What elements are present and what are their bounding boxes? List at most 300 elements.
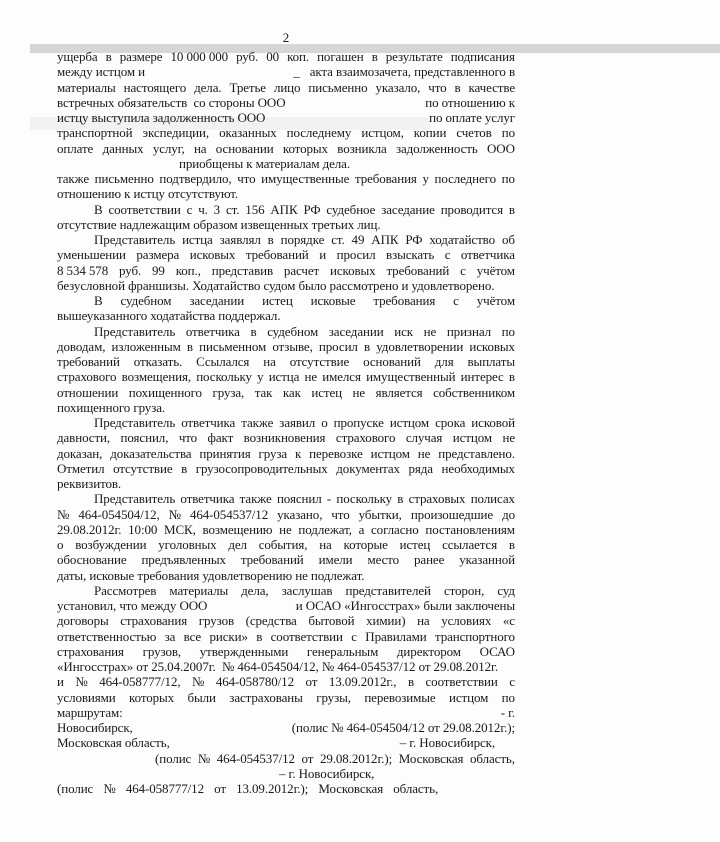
word: качестве — [468, 79, 515, 95]
text-segment: встречных обязательств со стороны ООО — [57, 94, 286, 110]
word: № — [75, 674, 88, 690]
word: которых — [129, 689, 175, 705]
word: транспортной — [57, 125, 133, 141]
word: представив — [211, 262, 274, 278]
text-line — [57, 354, 515, 369]
word: (полис — [155, 750, 192, 766]
text-segment: безусловной франшизы. Ходатайство судом было рассмотрено и удовлетворено. — [57, 277, 495, 293]
word: полисах — [470, 491, 515, 507]
word: события, — [258, 537, 308, 552]
text-segment: (полис № 464-054504/12 от 29.08.2012г.); — [291, 720, 515, 735]
word: представлено. — [438, 445, 515, 461]
word: лицо — [273, 79, 301, 95]
word: область, — [470, 750, 515, 766]
word: требования — [373, 293, 436, 308]
word: Рассмотрев — [94, 582, 157, 598]
word: от — [301, 750, 314, 766]
word: проводится — [440, 201, 503, 217]
text-line — [57, 430, 515, 445]
text-line — [57, 369, 515, 384]
word: в — [508, 537, 515, 552]
word: за — [164, 628, 176, 644]
word: в — [364, 338, 371, 354]
word: возникла — [337, 140, 387, 156]
text-segment: отношению к истцу отсутствуют. — [57, 186, 239, 202]
word: соответствии — [108, 201, 181, 217]
word: Представитель — [94, 323, 176, 339]
word: условиями — [57, 689, 116, 705]
word: Представитель — [94, 491, 176, 507]
word: дел — [228, 537, 247, 552]
text-line — [57, 720, 515, 735]
word: требования — [354, 171, 417, 186]
word: не — [352, 384, 366, 400]
word: в — [397, 491, 404, 507]
word: материалы — [169, 582, 229, 598]
word: суд — [497, 582, 515, 598]
text-line — [57, 232, 515, 247]
word: имущественные — [261, 171, 350, 186]
word: и — [57, 674, 64, 690]
text-line — [57, 64, 515, 79]
word: В — [94, 201, 103, 217]
word: утвержденными — [199, 643, 289, 659]
word: не — [304, 369, 318, 385]
word: имелся — [322, 369, 361, 385]
word: АПК — [270, 201, 298, 217]
word: обоснование — [57, 552, 127, 568]
word: 464-054537/12 — [189, 506, 269, 522]
word: пояснил, — [120, 430, 169, 446]
word: по — [501, 125, 515, 141]
text-segment: истцу выступила задолженность ООО — [57, 110, 266, 125]
text-line — [57, 80, 515, 95]
text-line — [57, 674, 515, 689]
word: доводам, — [57, 338, 106, 354]
text-line — [57, 217, 515, 232]
word: 00 — [266, 49, 280, 64]
word: ответчика — [181, 415, 236, 430]
document-text — [57, 49, 515, 796]
word: в — [508, 369, 515, 385]
word: коп., — [175, 262, 201, 278]
word: возмещения, — [121, 369, 191, 385]
word: требований — [386, 262, 450, 278]
word: РФ — [405, 232, 423, 247]
word: постановлениям — [425, 521, 515, 537]
word: услуг, — [152, 140, 185, 156]
word: копии — [413, 125, 447, 141]
text-line — [57, 491, 515, 506]
text-line — [57, 705, 515, 720]
word: письменно — [94, 171, 154, 186]
text-segment: вышеуказанного ходатайства поддержал. — [57, 308, 281, 324]
word: исковых — [329, 262, 376, 278]
word: грузосопроводительных — [195, 460, 328, 476]
word: об — [501, 232, 515, 247]
word: 464-058777/12, — [99, 674, 181, 690]
word: требований — [245, 247, 309, 263]
word: по — [501, 689, 515, 705]
word: ответчика — [180, 491, 235, 507]
word: судебном — [267, 323, 319, 339]
word: размера — [136, 247, 180, 263]
word: указано, — [277, 506, 323, 522]
text-line — [57, 186, 515, 201]
word: указанной — [459, 552, 515, 568]
word: выплаты — [467, 354, 515, 369]
word: возбуждении — [75, 537, 147, 552]
word: все — [183, 628, 202, 644]
word: истцом — [452, 430, 492, 446]
word: требований — [240, 552, 304, 568]
word: не — [279, 521, 292, 537]
word: условиях — [441, 613, 492, 629]
word: ч. — [198, 201, 208, 217]
text-line — [57, 659, 515, 674]
word: для — [434, 354, 454, 369]
word: заявил — [279, 415, 316, 430]
word: Представитель — [94, 232, 176, 247]
word: ст. — [331, 232, 345, 247]
word: РФ — [303, 201, 321, 217]
word: истцом — [370, 445, 410, 461]
word: были — [187, 689, 216, 705]
word: просил — [336, 247, 376, 263]
word: «с — [502, 613, 515, 629]
word: возмещению — [202, 521, 273, 537]
text-line — [57, 385, 515, 400]
word: подлежат, — [298, 521, 352, 537]
word: в — [407, 674, 414, 690]
word: Ссылался — [196, 354, 250, 369]
word: застрахованы — [229, 689, 303, 705]
word: случая — [405, 430, 443, 446]
word: ряда — [408, 460, 433, 476]
word: собственником — [433, 384, 515, 400]
text-line — [57, 583, 515, 598]
word: похищенного — [128, 384, 202, 400]
word: и — [319, 247, 327, 263]
word: материалы — [57, 79, 116, 95]
word: дела. — [194, 79, 222, 95]
word: что — [178, 430, 198, 446]
word: 464-054537/12 — [216, 750, 295, 766]
word: удовлетворении — [376, 338, 464, 354]
text-segment: даты, исковые требования удовлетворению не подлежат. — [57, 567, 365, 583]
word: страхования — [57, 643, 124, 659]
text-line — [57, 781, 515, 796]
word: генеральным — [306, 643, 379, 659]
word: Московская — [398, 750, 464, 766]
redaction-gap — [300, 75, 310, 76]
word: химии) — [366, 613, 406, 629]
word: с — [509, 674, 515, 690]
word: исковых — [469, 338, 515, 354]
word: что — [428, 79, 447, 95]
word: расчет — [283, 262, 320, 278]
word: доказательства — [110, 445, 192, 461]
text-line — [57, 308, 515, 323]
word: предъявленных — [141, 552, 226, 568]
text-segment: Московская область, — [57, 735, 170, 751]
text-segment: установил, что между ООО — [57, 598, 208, 613]
word: уменьшении — [57, 247, 126, 263]
word: в — [371, 49, 378, 64]
word: взыскать — [386, 247, 435, 263]
word: АПК — [371, 232, 399, 247]
word: от — [305, 674, 318, 690]
word: груза, — [212, 384, 245, 400]
word: на — [417, 613, 430, 629]
text-segment: (полис № 464-058777/12 от 13.09.2012г.); Московская область, — [57, 781, 439, 796]
word: в — [256, 628, 263, 644]
word: руб. — [236, 49, 259, 64]
word: что — [237, 171, 256, 186]
word: истец — [262, 293, 293, 308]
word: отзыве, — [272, 338, 313, 354]
word: является — [375, 384, 423, 400]
word: В — [94, 293, 103, 308]
word: в — [508, 201, 515, 217]
word: как — [282, 384, 301, 400]
text-segment: _ — [293, 64, 300, 80]
text-line — [57, 522, 515, 537]
word: уголовных — [158, 537, 217, 552]
text-line — [57, 247, 515, 262]
word: транспортного — [434, 628, 515, 644]
word: Представитель — [94, 415, 176, 430]
text-line — [57, 644, 515, 659]
text-line — [57, 324, 515, 339]
word: судебное — [326, 201, 376, 217]
word: принятия — [199, 445, 251, 461]
word: поскольку — [196, 369, 252, 385]
text-line — [57, 339, 515, 354]
word: письменно — [308, 79, 368, 95]
word: не — [502, 430, 515, 446]
word: размере — [119, 49, 163, 64]
word: признал — [446, 323, 491, 339]
word: 464-058780/12 — [215, 674, 294, 690]
word: к — [295, 445, 302, 461]
text-segment: - г. — [500, 704, 515, 720]
text-segment: акта взаимозачета, представленного в — [309, 64, 515, 80]
word: грузов — [198, 613, 235, 629]
word: также — [241, 415, 274, 430]
text-line — [57, 263, 515, 278]
word: подтвердило, — [159, 171, 232, 186]
word: доказан, — [57, 445, 103, 461]
text-line — [57, 49, 515, 64]
word: 464-054504/12, — [78, 506, 160, 522]
word: возникновения — [243, 430, 326, 446]
word: (средства — [245, 613, 297, 629]
text-line — [57, 598, 515, 613]
word: истцом — [449, 689, 489, 705]
word: с — [444, 247, 451, 263]
word: необходимых — [441, 460, 515, 476]
word: задолженность — [395, 140, 478, 156]
text-segment: между истцом и — [57, 64, 145, 80]
word: с — [453, 293, 459, 308]
word: перевозимые — [364, 689, 436, 705]
word: не — [417, 445, 431, 461]
word: имели — [318, 552, 353, 568]
word: в — [186, 338, 193, 354]
word: ответчика — [185, 323, 240, 339]
word: представителей — [345, 582, 431, 598]
word: 49 — [351, 232, 365, 247]
text-line — [57, 629, 515, 644]
word: грузы, — [316, 689, 351, 705]
text-line — [57, 735, 515, 750]
word: на — [319, 537, 332, 552]
text-segment: – г. Новосибирск, — [399, 735, 495, 751]
text-segment: похищенного груза. — [57, 399, 166, 415]
word: заслушав — [281, 582, 333, 598]
word: 13.09.2012г., — [328, 674, 397, 690]
word: заседание — [381, 201, 435, 217]
text-line — [57, 415, 515, 430]
text-line — [57, 125, 515, 140]
word: истец — [311, 384, 342, 400]
word: оплате — [57, 140, 94, 156]
word: убытки, — [358, 506, 402, 522]
word: ОСАО — [479, 643, 515, 659]
text-segment: «Ингосстрах» от 25.04.2007г. № 464-054504/12, № 464-054537/12 от 29.08.2012г. — [57, 659, 498, 674]
word: Отметил — [57, 460, 105, 476]
word: - — [326, 491, 332, 507]
word: исковые — [310, 293, 356, 308]
word: заявлял — [219, 232, 261, 247]
word: настоящего — [123, 79, 187, 95]
word: МСК, — [164, 521, 196, 537]
word: риски» — [209, 628, 248, 644]
text-line — [57, 95, 515, 110]
word: ущерба — [57, 49, 98, 64]
word: не — [423, 323, 437, 339]
text-segment: и ОСАО «Ингосстрах» были заключены — [295, 598, 515, 613]
text-segment: приобщены к материалам дела. — [179, 155, 351, 171]
word: согласно — [371, 521, 419, 537]
text-line — [57, 766, 515, 781]
word: давности, — [57, 430, 111, 446]
word: учётом — [476, 262, 515, 278]
word: изложенным — [111, 338, 181, 354]
word: 99 — [152, 262, 165, 278]
word: оснований — [363, 354, 421, 369]
redaction-gap — [57, 777, 279, 778]
text-line — [57, 507, 515, 522]
word: коп. — [287, 49, 310, 64]
word: ст. — [225, 201, 240, 217]
word: ходатайство — [429, 232, 496, 247]
word: отношении — [57, 384, 119, 400]
text-line — [57, 552, 515, 567]
text-line — [57, 141, 515, 156]
word: соответствии — [425, 674, 498, 690]
word: заседании — [328, 323, 384, 339]
word: Правилами — [365, 628, 427, 644]
word: страховых — [408, 491, 466, 507]
word: истцом, — [361, 125, 404, 141]
word: истец — [399, 537, 431, 552]
word: страхового — [57, 369, 117, 385]
text-line — [57, 446, 515, 461]
word: по — [501, 323, 515, 339]
text-segment: отсутствие надлежащим образом извещенных третьих лиц. — [57, 216, 381, 232]
word: оказанных — [219, 125, 277, 141]
word: о — [321, 415, 328, 430]
word: так — [254, 384, 273, 400]
redaction-gap — [57, 167, 179, 168]
word: отказать. — [133, 354, 183, 369]
word: 29.08.2012г. — [57, 521, 122, 537]
redaction-gap — [495, 746, 515, 747]
word: срока — [435, 415, 466, 430]
text-line — [57, 110, 515, 125]
word: которые — [343, 537, 388, 552]
word: указало, — [375, 79, 421, 95]
word: грузов, — [142, 643, 182, 659]
text-segment: – г. Новосибирск, — [279, 765, 375, 781]
word: ответчика — [460, 247, 515, 263]
word: последнему — [286, 125, 352, 141]
text-line — [57, 751, 515, 766]
word: результате — [385, 49, 443, 64]
word: поскольку — [336, 491, 393, 507]
text-segment: по оплате услуг — [429, 110, 515, 125]
word: на — [263, 354, 276, 369]
word: подписания — [450, 49, 515, 64]
word: 3 — [213, 201, 221, 217]
word: а — [358, 521, 365, 537]
word: просил — [318, 338, 358, 354]
word: пояснил — [276, 491, 322, 507]
word: у — [257, 369, 264, 385]
word: произошедшие — [410, 506, 494, 522]
text-line — [57, 568, 515, 583]
word: интерес — [460, 369, 504, 385]
word: № — [197, 750, 211, 766]
word: 10:00 — [128, 521, 158, 537]
word: в — [105, 49, 112, 64]
word: на — [193, 140, 207, 156]
word: письменном — [199, 338, 267, 354]
text-line — [57, 613, 515, 628]
word: 29.08.2012г.); — [319, 750, 393, 766]
word: ссылается — [442, 537, 498, 552]
word: основании — [215, 140, 274, 156]
word: погашен — [317, 49, 364, 64]
word: в — [181, 460, 188, 476]
word: № — [168, 506, 181, 522]
page-number: 2 — [282, 30, 290, 45]
word: 8 534 578 — [57, 262, 109, 278]
word: груза — [258, 445, 288, 461]
word: бытовой — [308, 613, 355, 629]
text-line — [57, 278, 515, 293]
word: также — [57, 171, 90, 186]
word: договоры — [57, 613, 109, 629]
word: руб. — [119, 262, 142, 278]
word: пропуске — [333, 415, 384, 430]
word: в — [454, 79, 461, 95]
word: с — [460, 262, 466, 278]
word: в — [250, 323, 257, 339]
word: о — [57, 537, 64, 552]
